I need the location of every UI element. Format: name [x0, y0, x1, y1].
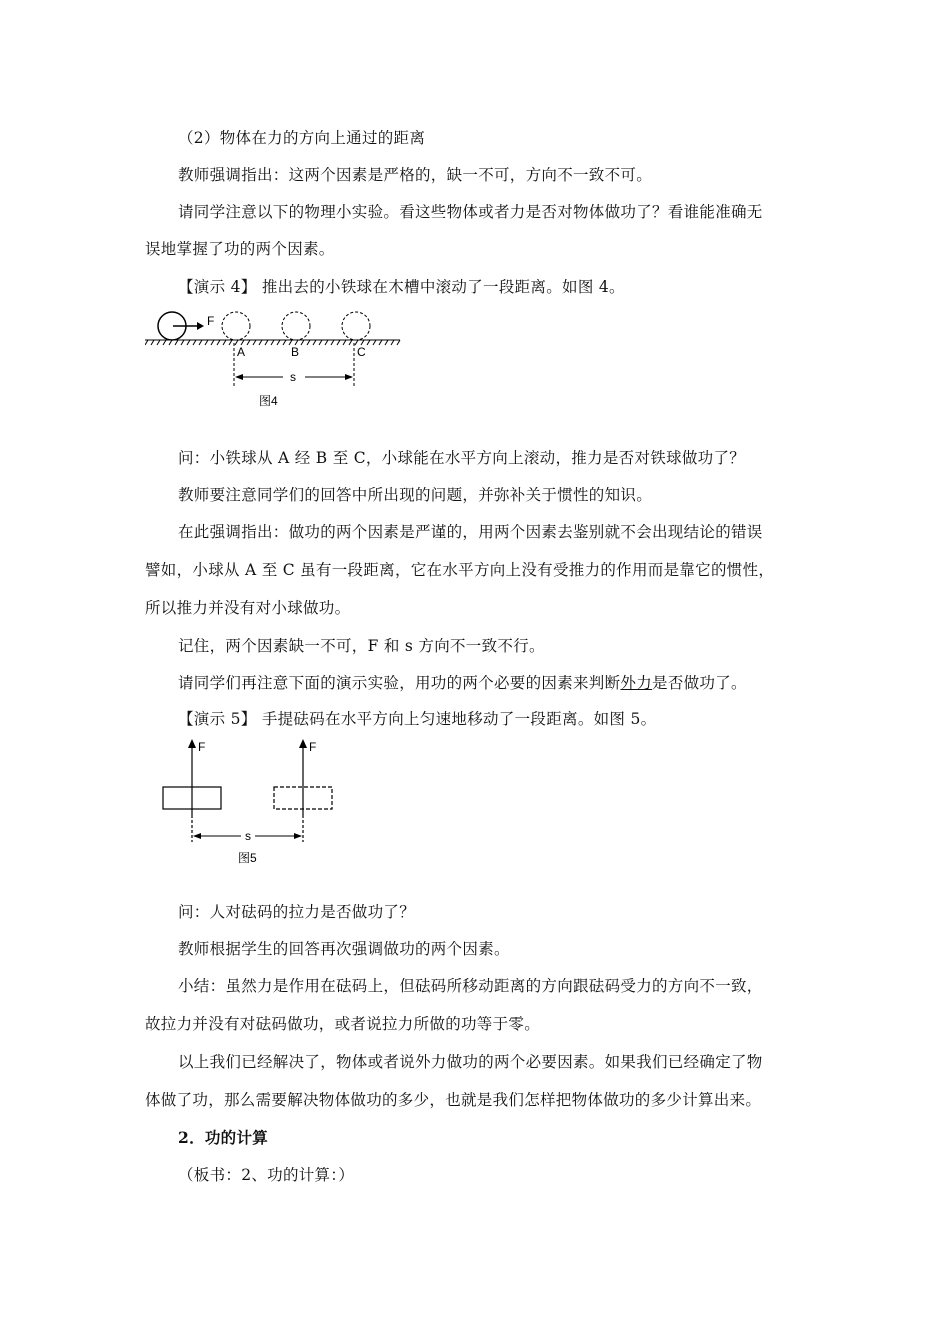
force-arrowhead-left — [188, 739, 196, 748]
distance-arrow-left — [193, 833, 201, 839]
line-p5a: 在此强调指出：做功的两个因素是严谨的，用两个因素去鉴别就不会出现结论的错误 — [178, 523, 763, 541]
ball-position-a — [222, 312, 250, 340]
ball-position-b — [282, 312, 310, 340]
line-p5b: 譬如，小球从 A 至 C 虽有一段距离，它在水平方向上没有受推力的作用而是靠它的惯性， — [145, 561, 775, 579]
line-p5c: 所以推力并没有对小球做功。 — [145, 599, 351, 617]
line-q1: 问：小铁球从 A 经 B 至 C，小球能在水平方向上滚动，推力是否对铁球做功了？ — [178, 449, 746, 467]
text-p7-underlined: 外力 — [620, 674, 653, 692]
figure-5 — [155, 735, 355, 870]
line-p3b: 误地掌握了功的两个因素。 — [145, 240, 335, 258]
distance-arrow-right — [294, 833, 302, 839]
line-p8: 教师根据学生的回答再次强调做功的两个因素。 — [178, 940, 510, 958]
figure-4 — [145, 305, 405, 415]
distance-arrow-right — [345, 374, 353, 380]
distance-label: s — [290, 370, 296, 384]
text-p7-post: 是否做功了。 — [652, 674, 747, 692]
line-p9b: 故拉力并没有对砝码做功，或者说拉力所做的功等于零。 — [145, 1015, 541, 1033]
force-arrowhead-right — [299, 739, 307, 748]
line-demo5: 【演示 5】 手提砝码在水平方向上匀速地移动了一段距离。如图 5。 — [178, 710, 657, 728]
label-c: C — [357, 345, 366, 359]
line-demo4: 【演示 4】 推出去的小铁球在木槽中滚动了一段距离。如图 4。 — [178, 278, 625, 296]
line-p10b: 体做了功，那么需要解决物体做功的多少，也就是我们怎样把物体做功的多少计算出来。 — [145, 1091, 762, 1109]
figure-caption: 图4 — [259, 394, 278, 408]
section-heading: 2．功的计算 — [178, 1128, 269, 1147]
text-p7-pre: 请同学们再注意下面的演示实验，用功的两个必要的因素来判断 — [178, 674, 621, 692]
line-p6: 记住，两个因素缺一不可，F 和 s 方向不一致不行。 — [178, 637, 545, 655]
ball-position-c — [342, 312, 370, 340]
line-p2: 教师强调指出：这两个因素是严格的，缺一不可，方向不一致不可。 — [178, 166, 653, 184]
line-p10a: 以上我们已经解决了，物体或者说外力做功的两个必要因素。如果我们已经确定了物 — [178, 1053, 763, 1071]
line-p9a: 小结：虽然力是作用在砝码上，但砝码所移动距离的方向跟砝码受力的方向不一致， — [178, 977, 763, 995]
label-a: A — [237, 345, 246, 359]
line-q2: 问：人对砝码的拉力是否做功了？ — [178, 903, 416, 921]
force-label-right: F — [309, 740, 317, 754]
line-p7 — [178, 671, 747, 693]
force-label: F — [207, 314, 215, 328]
line-p4: 教师要注意同学们的回答中所出现的问题，并弥补关于惯性的知识。 — [178, 486, 653, 504]
distance-arrow-left — [235, 374, 243, 380]
line-p11: （板书：2、功的计算：） — [178, 1166, 355, 1184]
force-arrowhead — [197, 322, 204, 330]
label-b: B — [291, 345, 300, 359]
force-label-left: F — [198, 740, 206, 754]
figure-caption: 图5 — [238, 851, 257, 865]
line-p1: （2）物体在力的方向上通过的距离 — [178, 129, 426, 147]
line-p3a: 请同学注意以下的物理小实验。看这些物体或者力是否对物体做功了？看谁能准确无 — [178, 203, 763, 221]
distance-label: s — [245, 829, 251, 843]
